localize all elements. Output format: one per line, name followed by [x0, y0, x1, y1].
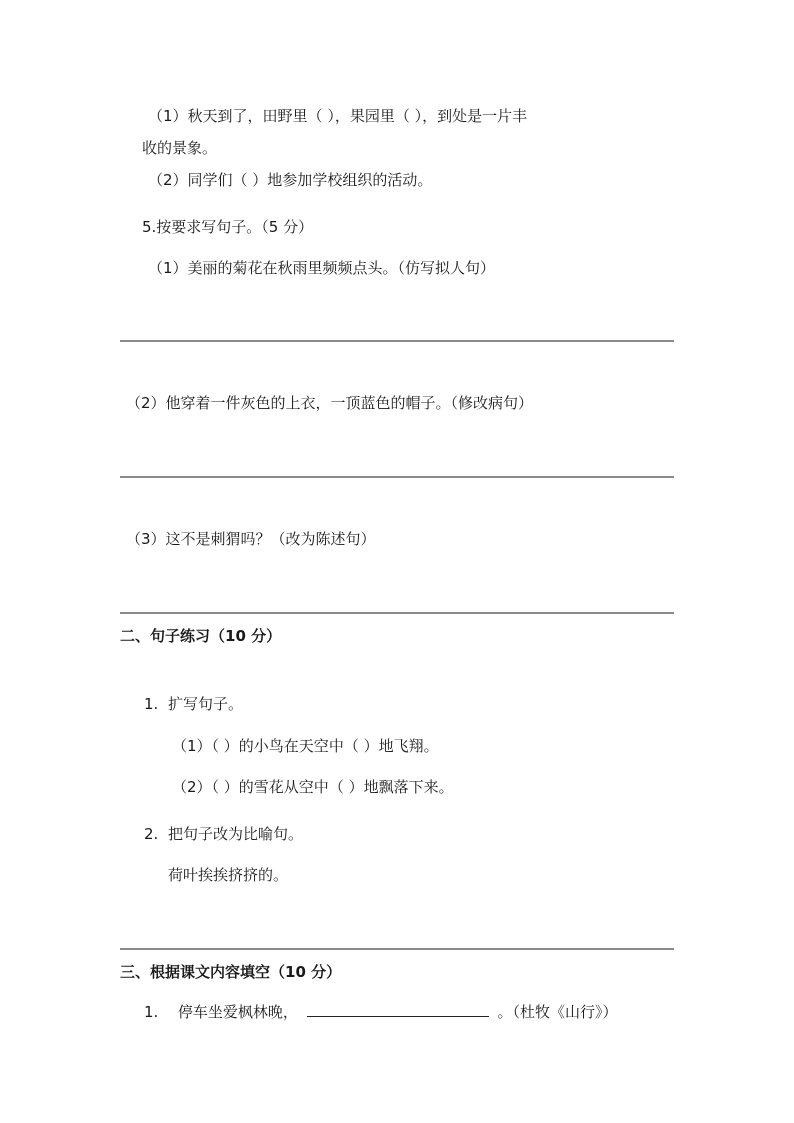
section-2-item-1-number: 1. [144, 695, 159, 713]
section-3-item-1-before: 停车坐爱枫林晚， [177, 1003, 298, 1021]
q5-sentence-2: （2）他穿着一件灰色的上衣，一顶蓝色的帽子。（修改病句） [126, 394, 534, 412]
q5-sentence-3: （3）这不是刺猬吗？（改为陈述句） [126, 530, 376, 548]
q4-sentence-2: （2）同学们（ ）地参加学校组织的活动。 [148, 171, 433, 189]
fill-in-blank[interactable] [307, 1001, 489, 1017]
q4-sentence-1-line-1: （1）秋天到了，田野里（ ），果园里（ ），到处是一片丰 [148, 107, 528, 125]
q5-title: 5.按要求写句子。（5 分） [142, 218, 314, 236]
section-2-item-2-number: 2. [144, 825, 159, 843]
section-2-item-2-text: 把句子改为比喻句。 [168, 825, 304, 843]
section-2-item-1-text: 扩写句子。 [168, 695, 244, 713]
q5-sentence-1: （1）美丽的菊花在秋雨里频频点头。（仿写拟人句） [148, 259, 496, 277]
section-2-item-2-sentence: 荷叶挨挨挤挤的。 [168, 866, 289, 884]
q4-sentence-1-line-2: 收的景象。 [142, 139, 218, 157]
section-2-title: 二、句子练习（10 分） [120, 627, 282, 645]
answer-line-2 [120, 476, 674, 478]
section-3-item-1-number: 1. [144, 1003, 159, 1021]
section-2-item-1-sentence-2: （2）（ ）的雪花从空中（ ）地飘落下来。 [172, 778, 454, 796]
section-2-item-1-sentence-1: （1）（ ）的小鸟在天空中（ ）地飞翔。 [172, 737, 439, 755]
section-3-item-1 [144, 1001, 617, 1022]
section-divider [120, 948, 674, 950]
section-3-title: 三、根据课文内容填空（10 分） [120, 963, 342, 981]
answer-line-3 [120, 612, 674, 614]
answer-line-1 [120, 340, 674, 342]
section-3-item-1-after: 。（杜牧《山行》） [497, 1003, 618, 1021]
